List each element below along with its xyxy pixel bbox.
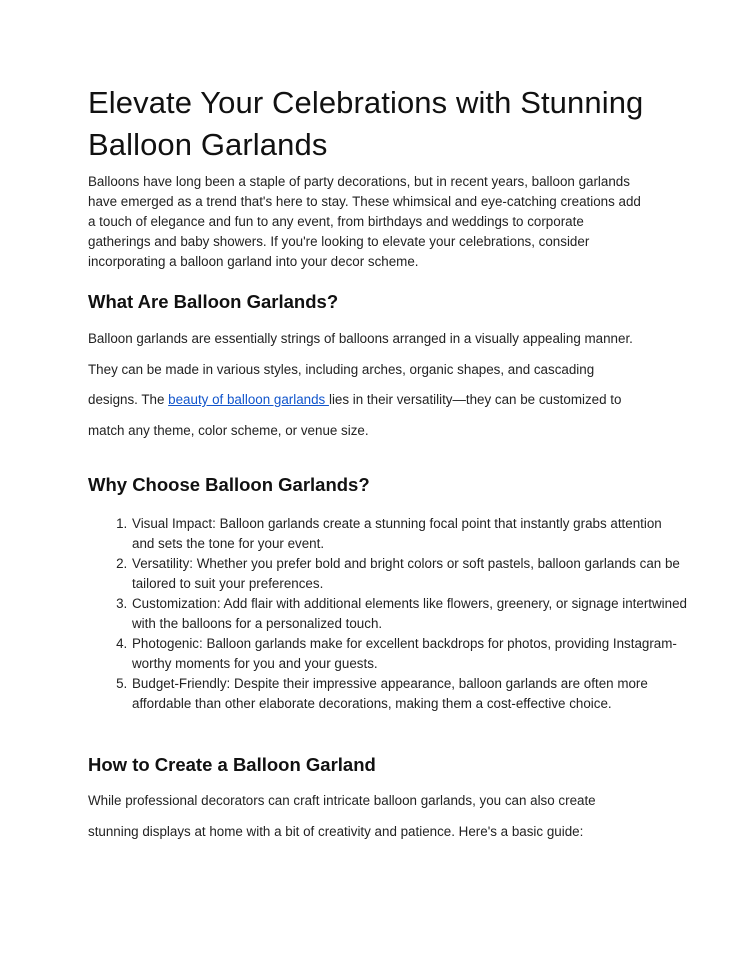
list-item: 2. Versatility: Whether you prefer bold and bright colors or soft pastels, balloon garlands can be tailored to suit your preferences.	[131, 554, 687, 594]
what-paragraph	[88, 324, 644, 446]
beauty-of-balloon-garlands-link[interactable]: beauty of balloon garlands	[168, 392, 329, 407]
how-paragraph: While professional decorators can craft intricate balloon garlands, you can also create stunning displays at home with a bit of creativity and patience. Here's a basic guide:	[88, 793, 596, 839]
list-item: 5. Budget-Friendly: Despite their impressive appearance, balloon garlands are often more affordable than other elaborate decorations, making them a cost-effective choice.	[131, 674, 687, 714]
heading-how-to-create-a-balloon-garland: How to Create a Balloon Garland	[88, 754, 376, 775]
page-title: Elevate Your Celebrations with Stunning Balloon Garlands	[88, 85, 644, 162]
intro-paragraph: Balloons have long been a staple of party decorations, but in recent years, balloon garlands have emerged as a trend that's here to stay. These whimsical and eye-catching creations add a touch of elegance and fun to any event, from birthdays and weddings to corporate gatherings and baby showers. If you're looking to elevate your celebrations, consider incorporating a balloon garland into your decor scheme.	[88, 174, 641, 269]
heading-why-choose-balloon-garlands: Why Choose Balloon Garlands?	[88, 474, 370, 495]
what-text-before: Balloon garlands are essentially strings of balloons arranged in a visually appealing manner. They can be made in various styles, including arches, organic shapes, and cascading designs. The	[88, 331, 633, 407]
what-text-after: lies in their versatility—they can be customized to match any theme, color scheme, or venue size.	[88, 392, 622, 438]
heading-what-are-balloon-garlands: What Are Balloon Garlands?	[88, 291, 339, 312]
list-item: 1. Visual Impact: Balloon garlands create a stunning focal point that instantly grabs attention and sets the tone for your event.	[131, 514, 687, 554]
list-item: 4. Photogenic: Balloon garlands make for excellent backdrops for photos, providing Instagram-worthy moments for you and your guests.	[131, 634, 687, 674]
reasons-list	[88, 514, 687, 714]
list-item: 3. Customization: Add flair with additional elements like flowers, greenery, or signage intertwined with the balloons for a personalized touch.	[131, 594, 687, 634]
